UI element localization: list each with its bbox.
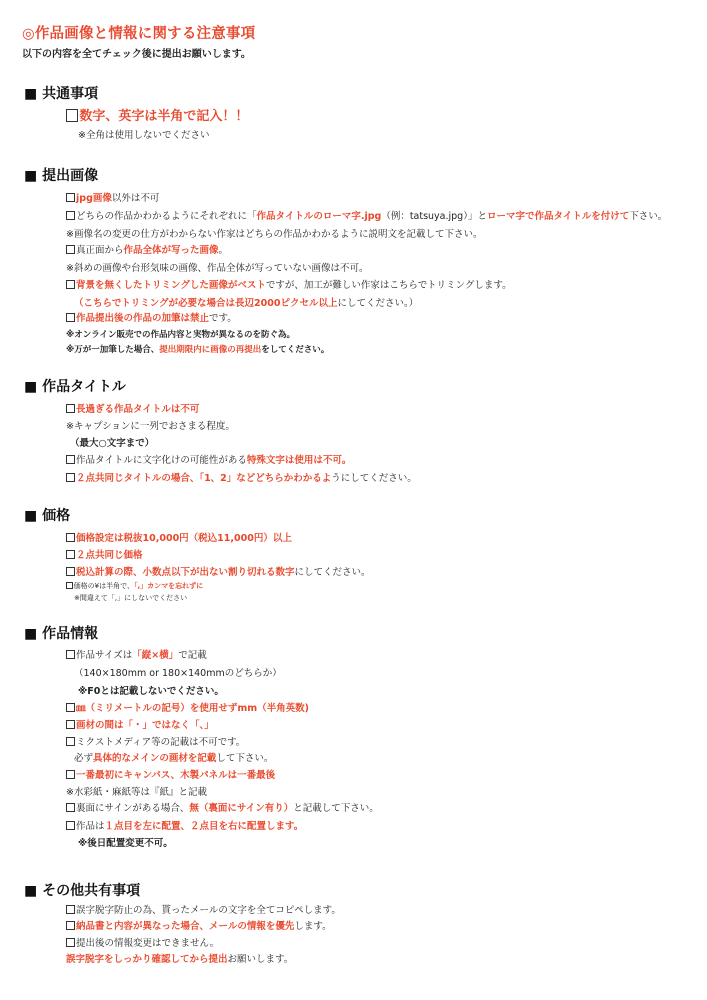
- highlight-text: （こちらでトリミングが必要な場合は長辺2000ピクセル以上: [74, 298, 338, 309]
- checkbox-icon[interactable]: [66, 109, 78, 121]
- text-segment: と記載して下さい。: [293, 803, 379, 814]
- text-segment: 誤字脱字防止の為、貰ったメールの文字を全てコピペします。: [76, 905, 341, 916]
- highlight-text: 特殊文字は使用は不可。: [246, 455, 352, 466]
- checklist-item: [66, 938, 219, 949]
- text-segment: 作品サイズは: [76, 650, 133, 661]
- note-line: [66, 345, 329, 355]
- section-heading: ■ その他共有事項: [24, 883, 141, 899]
- checkbox-icon[interactable]: [66, 533, 75, 542]
- checklist-item: [66, 455, 351, 466]
- text-segment: をしてください。: [261, 345, 330, 355]
- highlight-text: ２点共同じ価格: [76, 550, 143, 561]
- checkbox-icon[interactable]: [66, 921, 75, 930]
- highlight-text: 長過ぎる作品タイトルは不可: [76, 404, 200, 415]
- text-segment: ※水彩紙・麻紙等は『紙』と記載: [66, 787, 207, 798]
- text-segment: ※F0とは記載しないでください。: [78, 686, 224, 697]
- highlight-text: 「縦×横」: [132, 650, 179, 661]
- checklist-item: [66, 473, 417, 484]
- checkbox-icon[interactable]: [66, 821, 75, 830]
- checkbox-icon[interactable]: [66, 193, 75, 202]
- checkbox-icon[interactable]: [66, 938, 75, 947]
- text-segment: 裏面にサインがある場合、: [76, 803, 190, 814]
- text-segment: （140×180mm or 180×140mmのどちらか）: [74, 668, 282, 679]
- highlight-text: 「,」カンマを忘れずに: [133, 582, 204, 590]
- checklist-item: [66, 921, 332, 932]
- section-heading: ■ 価格: [24, 508, 71, 524]
- note-line: [74, 753, 273, 764]
- text-segment: ※万が一加筆した場合、: [66, 345, 160, 355]
- text-segment: ※間違えて「,」にしないでください: [74, 594, 188, 602]
- text-segment: ※画像名の変更の仕方がわからない作家はどちらの作品かわかるように説明文を記載して下さい。: [66, 229, 483, 240]
- checkbox-icon[interactable]: [66, 245, 75, 254]
- text-segment: うにしてください。: [331, 473, 417, 484]
- note-line: [66, 954, 293, 965]
- checkbox-icon[interactable]: [66, 313, 75, 322]
- checkbox-icon[interactable]: [66, 737, 75, 746]
- text-segment: 価格の¥は半角で、: [73, 582, 134, 590]
- checklist-item: [66, 280, 512, 291]
- checklist-item: [66, 211, 667, 222]
- text-segment: して下さい。: [216, 753, 274, 764]
- page-title: ◎作品画像と情報に関する注意事項: [22, 26, 256, 42]
- checkbox-icon[interactable]: [66, 567, 75, 576]
- text-segment: ですが、加工が難しい作家はこちらでトリミングします。: [265, 280, 512, 291]
- highlight-text: 価格設定は税抜10,000円（税込11,000円）以上: [76, 533, 292, 544]
- note-line: [66, 330, 295, 340]
- checkbox-icon[interactable]: [66, 473, 75, 482]
- text-segment: 。: [218, 245, 229, 256]
- text-segment: にしてください。: [294, 567, 371, 578]
- highlight-text: 税込計算の際、小数点以下が出ない割り切れる数字: [76, 567, 295, 578]
- checklist-item: [66, 245, 228, 256]
- checklist-item: [66, 703, 309, 714]
- text-segment: ※後日配置変更不可。: [78, 838, 173, 849]
- checkbox-icon[interactable]: [66, 404, 75, 413]
- text-segment: で記載: [178, 650, 207, 661]
- checklist-item: [66, 404, 199, 415]
- highlight-text: 提出期限内に画像の再提出: [159, 345, 262, 355]
- checklist-item: [66, 821, 303, 832]
- highlight-text: ローマ字で作品タイトルを付けて: [486, 211, 630, 222]
- highlight-text: １点目を左に配置、２点目を右に配置します。: [104, 821, 304, 832]
- highlight-text: 作品提出後の作品の加筆は禁止: [76, 313, 210, 324]
- text-segment: ※キャプションに一列でおさまる程度。: [66, 421, 235, 432]
- text-segment: します。: [294, 921, 332, 932]
- page-subtitle: 以下の内容を全てチェック後に提出お願いします。: [22, 49, 251, 60]
- highlight-text: 画材の間は「・」ではなく「、」: [76, 720, 214, 731]
- note-line: [66, 421, 235, 432]
- text-segment: ※斜めの画像や台形気味の画像、作品全体が写っていない画像は不可。: [66, 263, 369, 274]
- checklist-item: [66, 193, 159, 204]
- checkbox-icon[interactable]: [66, 720, 75, 729]
- text-segment: 必ず: [74, 753, 94, 764]
- highlight-text: 納品書と内容が異なった場合、メールの情報を優先: [76, 921, 295, 932]
- checklist-item: [66, 737, 245, 748]
- text-segment: ※全角は使用しないでください: [78, 130, 210, 141]
- checkbox-icon[interactable]: [66, 455, 75, 464]
- note-line: [78, 686, 224, 697]
- text-segment: ※オンライン販売での作品内容と実物が異なるのを防ぐ為。: [66, 330, 296, 340]
- text-segment: どちらの作品かわかるようにそれぞれに「: [76, 211, 257, 222]
- checklist-item: [66, 650, 207, 661]
- highlight-text: 具体的なメインの画材を記載: [93, 753, 217, 764]
- note-line: [78, 838, 173, 849]
- text-segment: 真正面から: [76, 245, 124, 256]
- checkbox-icon[interactable]: [66, 550, 75, 559]
- text-segment: ミクストメディア等の記載は不可です。: [76, 737, 246, 748]
- text-segment: 下さい。: [629, 211, 668, 222]
- note-line: [74, 298, 418, 309]
- text-segment: お願いします。: [227, 954, 294, 965]
- text-segment: （最大○文字まで）: [70, 438, 155, 449]
- note-line: [66, 229, 482, 240]
- highlight-text: 背景を無くしたトリミングした画像がベスト: [76, 280, 266, 291]
- highlight-text: ２点共同じタイトルの場合、「1、2」などどちらかわかるよ: [76, 473, 332, 484]
- checkbox-icon[interactable]: [66, 211, 75, 220]
- text-segment: 作品タイトルに文字化けの可能性がある: [76, 455, 247, 466]
- highlight-text: 一番最初にキャンバス、木製パネルは一番最後: [76, 770, 276, 781]
- note-line: [78, 130, 209, 141]
- highlight-text: 無（裏面にサイン有り）: [189, 803, 294, 814]
- note-line: [74, 594, 187, 602]
- section-heading: ■ 作品情報: [24, 626, 99, 642]
- highlight-text: 作品全体が写った画像: [123, 245, 219, 256]
- section-heading: ■ 作品タイトル: [24, 379, 126, 395]
- section-heading: ■ 提出画像: [24, 168, 99, 184]
- checkbox-icon[interactable]: [66, 770, 75, 779]
- text-segment: 提出後の情報変更はできません。: [76, 938, 220, 949]
- highlight-text: 作品タイトルのローマ字.jpg: [256, 211, 382, 222]
- checkbox-icon[interactable]: [66, 280, 75, 289]
- text-segment: 以外は不可: [111, 193, 160, 204]
- checklist-item: [66, 803, 379, 814]
- checklist-item: [66, 109, 248, 125]
- checkbox-icon[interactable]: [66, 905, 75, 914]
- checklist-item: [66, 582, 203, 590]
- checklist-item: [66, 313, 237, 324]
- highlight-text: 数字、英字は半角で記入！！: [79, 109, 249, 124]
- checkbox-icon[interactable]: [66, 803, 75, 812]
- text-segment: （例：tatsuya.jpg）」と: [381, 211, 487, 222]
- checkbox-icon[interactable]: [66, 703, 75, 712]
- text-segment: 作品は: [76, 821, 105, 832]
- checklist-item: [66, 905, 341, 916]
- checklist-item: [66, 550, 143, 561]
- checkbox-icon[interactable]: [66, 650, 75, 659]
- note-line: [70, 438, 154, 449]
- highlight-text: 誤字脱字をしっかり確認してから提出: [66, 954, 228, 965]
- note-line: [66, 787, 207, 798]
- checklist-item: [66, 720, 214, 731]
- note-line: [66, 263, 368, 274]
- checklist-item: [66, 533, 292, 544]
- text-segment: にしてください。）: [337, 298, 419, 309]
- text-segment: です。: [209, 313, 237, 324]
- highlight-text: ㎜（ミリメートルの記号）を使用せずmm（半角英数): [76, 703, 309, 714]
- note-line: [74, 668, 282, 679]
- highlight-text: jpg画像: [76, 193, 112, 204]
- section-heading: ■ 共通事項: [24, 86, 99, 102]
- checkbox-icon[interactable]: [66, 582, 73, 589]
- checklist-item: [66, 770, 275, 781]
- checklist-item: [66, 567, 371, 578]
